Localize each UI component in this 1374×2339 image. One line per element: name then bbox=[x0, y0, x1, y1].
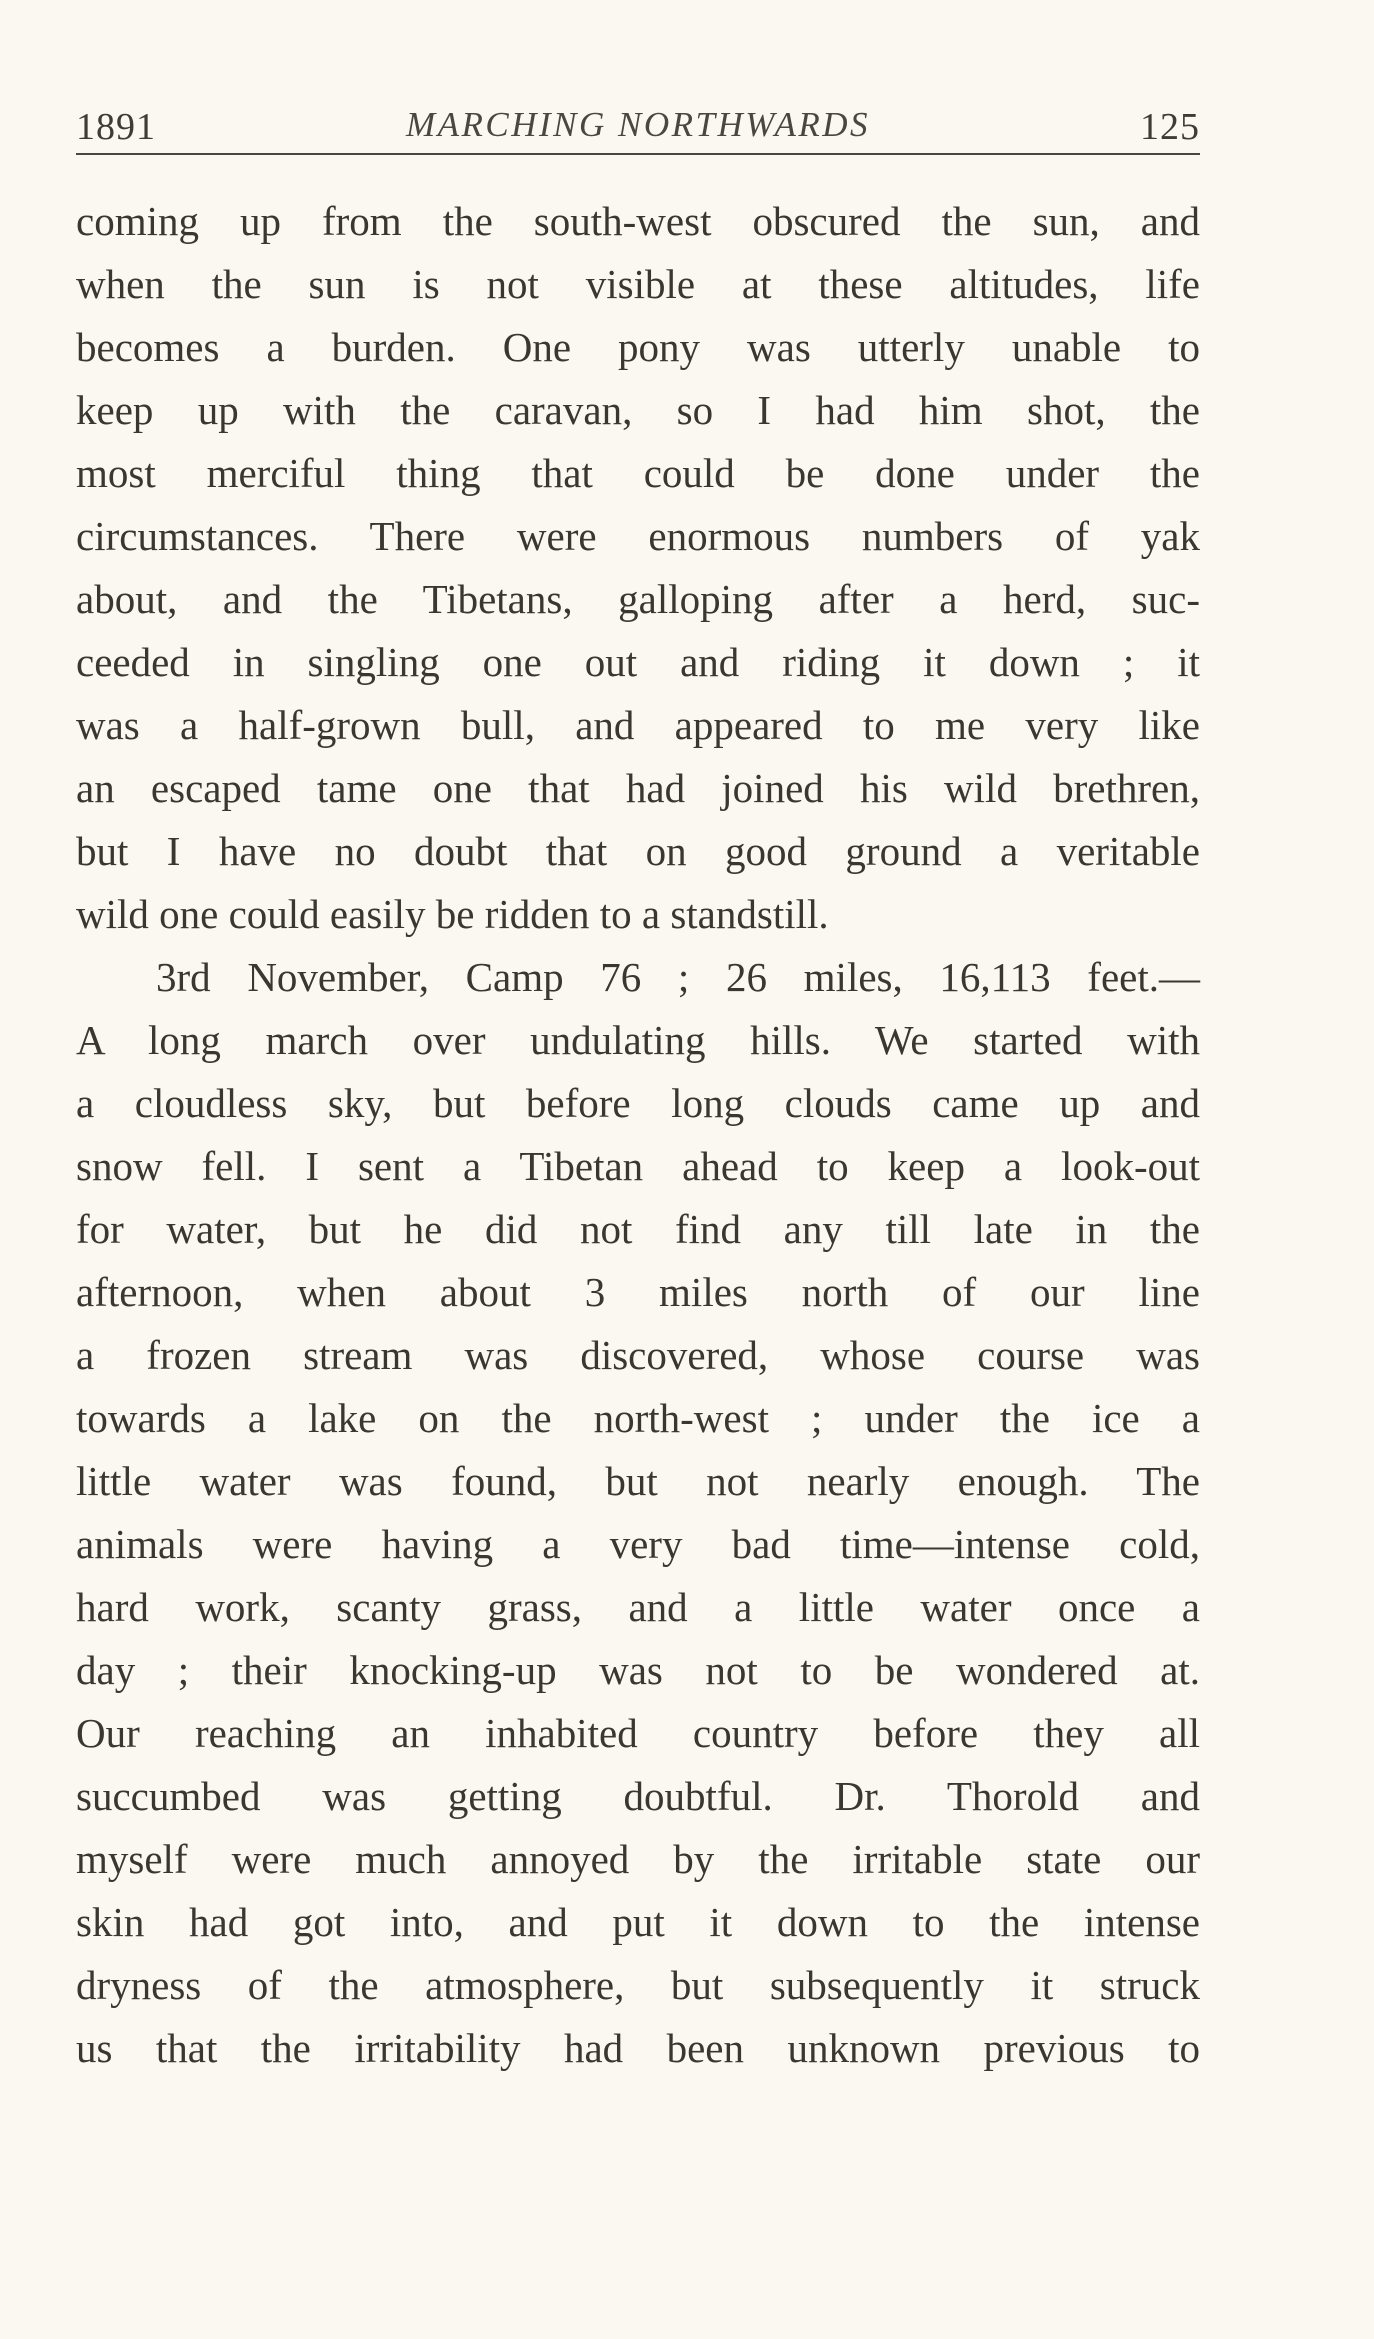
text-line: Our reaching an inhabited country before they all bbox=[76, 1710, 1200, 1756]
text-line: little water was found, but not nearly enough. The bbox=[76, 1458, 1200, 1504]
text-line: A long march over undulating hills. We started with bbox=[76, 1017, 1200, 1063]
text-line: dryness of the atmosphere, but subsequently it struck bbox=[76, 1962, 1200, 2008]
text-line: most merciful thing that could be done under the bbox=[76, 450, 1200, 496]
text-line: snow fell. I sent a Tibetan ahead to keep a look-out bbox=[76, 1143, 1200, 1189]
text-line: circumstances. There were enormous numbers of yak bbox=[76, 513, 1200, 559]
text-line: day ; their knocking-up was not to be wondered at. bbox=[76, 1647, 1200, 1693]
diary-entry-heading: 3rd November, Camp 76 ; 26 miles, 16,113 feet.— bbox=[156, 954, 1200, 1000]
text-line: was a half-grown bull, and appeared to me very like bbox=[76, 702, 1200, 748]
running-header bbox=[76, 105, 1200, 155]
text-line: becomes a burden. One pony was utterly unable to bbox=[76, 324, 1200, 370]
text-line: a frozen stream was discovered, whose course was bbox=[76, 1332, 1200, 1378]
text-line: wild one could easily be ridden to a standstill. bbox=[76, 891, 829, 937]
text-line: animals were having a very bad time—intense cold, bbox=[76, 1521, 1200, 1567]
page-number: 125 bbox=[1140, 106, 1200, 148]
text-line: hard work, scanty grass, and a little water once a bbox=[76, 1584, 1200, 1630]
body-text bbox=[76, 190, 1200, 2080]
text-line: a cloudless sky, but before long clouds came up and bbox=[76, 1080, 1200, 1126]
text-line: skin had got into, and put it down to the intense bbox=[76, 1899, 1200, 1945]
text-line: succumbed was getting doubtful. Dr. Thorold and bbox=[76, 1773, 1200, 1819]
text-line: but I have no doubt that on good ground a veritable bbox=[76, 828, 1200, 874]
header-year: 1891 bbox=[76, 106, 156, 148]
text-line: when the sun is not visible at these altitudes, life bbox=[76, 261, 1200, 307]
text-line: keep up with the caravan, so I had him shot, the bbox=[76, 387, 1200, 433]
header-title: MARCHING NORTHWARDS bbox=[405, 105, 871, 144]
text-line: towards a lake on the north-west ; under the ice a bbox=[76, 1395, 1200, 1441]
text-line: afternoon, when about 3 miles north of our line bbox=[76, 1269, 1200, 1315]
text-line: an escaped tame one that had joined his wild brethren, bbox=[76, 765, 1200, 811]
text-line: ceeded in singling one out and riding it down ; it bbox=[76, 639, 1200, 685]
header-rule bbox=[76, 153, 1200, 155]
text-line: for water, but he did not find any till late in the bbox=[76, 1206, 1200, 1252]
text-line: about, and the Tibetans, galloping after a herd, suc- bbox=[76, 576, 1200, 622]
text-line: coming up from the south-west obscured the sun, and bbox=[76, 198, 1200, 244]
text-line: us that the irritability had been unknown previous to bbox=[76, 2025, 1200, 2071]
text-line: myself were much annoyed by the irritable state our bbox=[76, 1836, 1200, 1882]
